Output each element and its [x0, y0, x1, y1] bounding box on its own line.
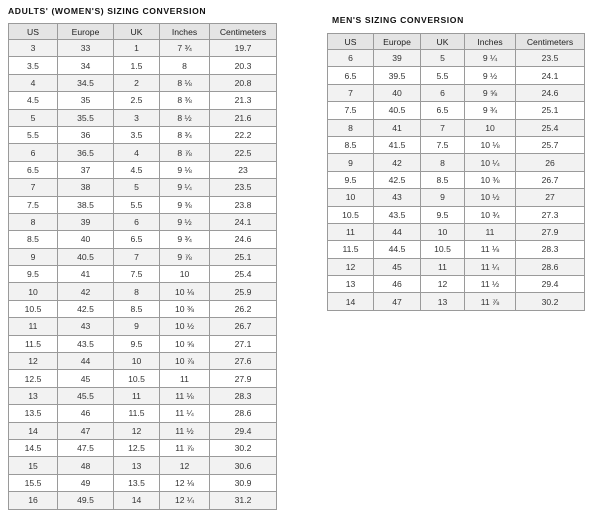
table-cell: 23.8: [210, 196, 277, 213]
table-row: [9, 248, 277, 265]
table-row: [328, 206, 585, 223]
table-cell: 9: [114, 318, 160, 335]
table-row: [328, 136, 585, 153]
table-cell: 35.5: [58, 109, 114, 126]
table-cell: 11 ⅞: [160, 439, 210, 456]
table-cell: 47: [58, 422, 114, 439]
table-cell: 30.9: [210, 474, 277, 491]
table-cell: 11.5: [114, 405, 160, 422]
table-cell: 26.7: [210, 318, 277, 335]
table-cell: 11.5: [9, 335, 58, 352]
table-cell: 5.5: [9, 126, 58, 143]
table-cell: 39: [58, 213, 114, 230]
table-cell: 7.5: [421, 136, 465, 153]
table-cell: 8 ⅜: [160, 92, 210, 109]
table-cell: 8.5: [9, 231, 58, 248]
table-cell: 44.5: [374, 241, 421, 258]
table-cell: 41: [374, 119, 421, 136]
table-cell: 8: [421, 154, 465, 171]
table-cell: 15.5: [9, 474, 58, 491]
table-cell: 41.5: [374, 136, 421, 153]
table-row: [9, 318, 277, 335]
table-row: [9, 213, 277, 230]
table-cell: 40.5: [374, 102, 421, 119]
table-cell: 20.8: [210, 74, 277, 91]
table-cell: 12 ¼: [160, 492, 210, 509]
table-cell: 30.2: [516, 293, 585, 310]
table-cell: 19.7: [210, 40, 277, 57]
table-cell: 6: [328, 50, 374, 67]
table-cell: 9 ¾: [465, 102, 516, 119]
table-cell: 47: [374, 293, 421, 310]
table-cell: 27.9: [516, 223, 585, 240]
table-cell: 6.5: [114, 231, 160, 248]
table-cell: 14: [328, 293, 374, 310]
table-row: [9, 457, 277, 474]
table-cell: 13: [114, 457, 160, 474]
table-cell: 15: [9, 457, 58, 474]
table-row: [9, 161, 277, 178]
table-cell: 12: [328, 258, 374, 275]
table-cell: 13.5: [9, 405, 58, 422]
table-cell: 43: [58, 318, 114, 335]
table-cell: 27.9: [210, 370, 277, 387]
table-cell: 6: [421, 84, 465, 101]
table-cell: 9.5: [114, 335, 160, 352]
table-cell: 39: [374, 50, 421, 67]
table-cell: 44: [58, 353, 114, 370]
table-row: [328, 102, 585, 119]
table-row: [9, 439, 277, 456]
table-cell: 9: [421, 189, 465, 206]
table-row: [9, 144, 277, 161]
table-row: [328, 276, 585, 293]
table-cell: 6.5: [328, 67, 374, 84]
table-cell: 1.5: [114, 57, 160, 74]
table-cell: 6.5: [9, 161, 58, 178]
table-cell: 33: [58, 40, 114, 57]
mens-sizing-title: MEN'S SIZING CONVERSION: [332, 15, 464, 25]
table-cell: 4.5: [9, 92, 58, 109]
table-cell: 10 ⅞: [160, 353, 210, 370]
table-cell: 16: [9, 492, 58, 509]
table-cell: 10 ⅛: [465, 136, 516, 153]
table-cell: 10 ⅝: [160, 335, 210, 352]
table-cell: 9 ⅜: [160, 196, 210, 213]
table-cell: 25.1: [210, 248, 277, 265]
table-cell: 11: [421, 258, 465, 275]
table-cell: 7 ¾: [160, 40, 210, 57]
womens-sizing-title: ADULTS' (WOMEN'S) SIZING CONVERSION: [8, 6, 207, 16]
table-cell: 10.5: [114, 370, 160, 387]
column-header: UK: [114, 24, 160, 40]
table-cell: 12.5: [114, 439, 160, 456]
table-cell: 9.5: [421, 206, 465, 223]
table-cell: 14.5: [9, 439, 58, 456]
table-cell: 10.5: [421, 241, 465, 258]
table-row: [328, 241, 585, 258]
table-cell: 26: [516, 154, 585, 171]
table-cell: 8 ¾: [160, 126, 210, 143]
table-cell: 9 ¼: [465, 50, 516, 67]
table-row: [9, 231, 277, 248]
table-row: [328, 119, 585, 136]
table-cell: 43.5: [374, 206, 421, 223]
table-cell: 45: [374, 258, 421, 275]
table-cell: 22.2: [210, 126, 277, 143]
table-cell: 25.4: [210, 266, 277, 283]
table-cell: 34.5: [58, 74, 114, 91]
table-cell: 10 ¼: [465, 154, 516, 171]
table-cell: 2.5: [114, 92, 160, 109]
column-header: UK: [421, 34, 465, 50]
table-cell: 28.6: [210, 405, 277, 422]
table-cell: 7.5: [9, 196, 58, 213]
table-cell: 11: [160, 370, 210, 387]
table-cell: 7: [328, 84, 374, 101]
table-cell: 37: [58, 161, 114, 178]
table-cell: 20.3: [210, 57, 277, 74]
table-cell: 11 ⅛: [160, 387, 210, 404]
table-cell: 4: [114, 144, 160, 161]
table-row: [9, 335, 277, 352]
table-cell: 45: [58, 370, 114, 387]
table-cell: 42.5: [58, 300, 114, 317]
table-cell: 5: [421, 50, 465, 67]
column-header: Inches: [465, 34, 516, 50]
table-row: [9, 74, 277, 91]
table-cell: 25.4: [516, 119, 585, 136]
table-cell: 10: [328, 189, 374, 206]
table-row: [9, 126, 277, 143]
table-cell: 7: [9, 179, 58, 196]
table-cell: 9 ½: [465, 67, 516, 84]
table-cell: 10: [465, 119, 516, 136]
table-cell: 29.4: [210, 422, 277, 439]
table-cell: 11 ⅞: [465, 293, 516, 310]
table-cell: 13: [328, 276, 374, 293]
table-cell: 8: [9, 213, 58, 230]
table-row: [9, 405, 277, 422]
table-cell: 38: [58, 179, 114, 196]
table-row: [328, 258, 585, 275]
table-cell: 11 ½: [465, 276, 516, 293]
table-row: [9, 387, 277, 404]
table-cell: 12: [9, 353, 58, 370]
column-header: Centimeters: [210, 24, 277, 40]
table-cell: 31.2: [210, 492, 277, 509]
table-cell: 7: [114, 248, 160, 265]
table-cell: 8 ⅞: [160, 144, 210, 161]
table-cell: 7: [421, 119, 465, 136]
table-cell: 30.6: [210, 457, 277, 474]
table-cell: 3.5: [9, 57, 58, 74]
table-cell: 10 ½: [465, 189, 516, 206]
table-cell: 49: [58, 474, 114, 491]
table-cell: 27.6: [210, 353, 277, 370]
column-header: US: [328, 34, 374, 50]
table-cell: 24.1: [516, 67, 585, 84]
table-cell: 9 ⅞: [160, 248, 210, 265]
womens-sizing-table: [8, 23, 277, 510]
table-cell: 12.5: [9, 370, 58, 387]
table-cell: 5.5: [114, 196, 160, 213]
table-cell: 27.1: [210, 335, 277, 352]
table-cell: 48: [58, 457, 114, 474]
column-header: Europe: [58, 24, 114, 40]
table-cell: 25.7: [516, 136, 585, 153]
table-cell: 45.5: [58, 387, 114, 404]
table-cell: 11: [328, 223, 374, 240]
table-cell: 12 ⅛: [160, 474, 210, 491]
table-cell: 7.5: [328, 102, 374, 119]
table-cell: 11 ⅛: [465, 241, 516, 258]
table-cell: 25.1: [516, 102, 585, 119]
table-cell: 46: [374, 276, 421, 293]
table-cell: 28.6: [516, 258, 585, 275]
table-cell: 42.5: [374, 171, 421, 188]
table-cell: 9 ⅛: [160, 161, 210, 178]
table-cell: 10: [114, 353, 160, 370]
table-row: [328, 50, 585, 67]
table-cell: 5: [114, 179, 160, 196]
table-cell: 10.5: [9, 300, 58, 317]
table-cell: 10 ½: [160, 318, 210, 335]
table-row: [9, 370, 277, 387]
table-cell: 41: [58, 266, 114, 283]
table-cell: 11: [114, 387, 160, 404]
table-cell: 9: [9, 248, 58, 265]
column-header: Centimeters: [516, 34, 585, 50]
table-cell: 21.3: [210, 92, 277, 109]
table-row: [9, 196, 277, 213]
table-cell: 34: [58, 57, 114, 74]
table-row: [9, 109, 277, 126]
table-cell: 47.5: [58, 439, 114, 456]
table-cell: 40.5: [58, 248, 114, 265]
table-cell: 7.5: [114, 266, 160, 283]
table-cell: 3.5: [114, 126, 160, 143]
table-cell: 3: [114, 109, 160, 126]
table-cell: 42: [374, 154, 421, 171]
table-cell: 9.5: [328, 171, 374, 188]
table-cell: 9: [328, 154, 374, 171]
table-cell: 11: [465, 223, 516, 240]
table-cell: 4.5: [114, 161, 160, 178]
table-cell: 11: [9, 318, 58, 335]
table-row: [9, 300, 277, 317]
table-cell: 10 ⅜: [465, 171, 516, 188]
table-cell: 39.5: [374, 67, 421, 84]
table-cell: 29.4: [516, 276, 585, 293]
table-cell: 35: [58, 92, 114, 109]
table-cell: 10 ⅜: [160, 300, 210, 317]
table-cell: 5: [9, 109, 58, 126]
table-cell: 25.9: [210, 283, 277, 300]
table-header-row: [9, 24, 277, 40]
table-cell: 8.5: [328, 136, 374, 153]
table-row: [328, 293, 585, 310]
table-cell: 8: [114, 283, 160, 300]
table-cell: 24.6: [210, 231, 277, 248]
table-row: [9, 92, 277, 109]
column-header: Europe: [374, 34, 421, 50]
table-header-row: [328, 34, 585, 50]
table-cell: 26.7: [516, 171, 585, 188]
table-cell: 43: [374, 189, 421, 206]
table-row: [9, 283, 277, 300]
table-cell: 10 ⅛: [160, 283, 210, 300]
table-cell: 22.5: [210, 144, 277, 161]
table-cell: 12: [160, 457, 210, 474]
table-cell: 8: [160, 57, 210, 74]
table-cell: 5.5: [421, 67, 465, 84]
table-cell: 6: [9, 144, 58, 161]
table-cell: 23.5: [210, 179, 277, 196]
table-row: [9, 492, 277, 509]
table-cell: 11.5: [328, 241, 374, 258]
table-row: [328, 154, 585, 171]
table-cell: 38.5: [58, 196, 114, 213]
table-cell: 8.5: [421, 171, 465, 188]
table-cell: 21.6: [210, 109, 277, 126]
table-cell: 28.3: [516, 241, 585, 258]
column-header: US: [9, 24, 58, 40]
table-cell: 13.5: [114, 474, 160, 491]
table-row: [9, 179, 277, 196]
table-cell: 14: [9, 422, 58, 439]
table-cell: 9 ½: [160, 213, 210, 230]
table-cell: 6: [114, 213, 160, 230]
table-cell: 24.6: [516, 84, 585, 101]
table-row: [328, 67, 585, 84]
table-cell: 13: [9, 387, 58, 404]
table-cell: 10: [421, 223, 465, 240]
table-cell: 12: [114, 422, 160, 439]
table-cell: 2: [114, 74, 160, 91]
table-cell: 11 ¼: [160, 405, 210, 422]
table-cell: 40: [58, 231, 114, 248]
table-row: [9, 422, 277, 439]
table-cell: 10.5: [328, 206, 374, 223]
table-cell: 40: [374, 84, 421, 101]
mens-sizing-table: [327, 33, 585, 311]
table-cell: 26.2: [210, 300, 277, 317]
table-cell: 27.3: [516, 206, 585, 223]
table-cell: 43.5: [58, 335, 114, 352]
table-cell: 23: [210, 161, 277, 178]
table-row: [328, 189, 585, 206]
table-cell: 8 ⅛: [160, 74, 210, 91]
table-cell: 12: [421, 276, 465, 293]
table-row: [9, 474, 277, 491]
table-cell: 36.5: [58, 144, 114, 161]
table-cell: 4: [9, 74, 58, 91]
table-cell: 9 ⅝: [465, 84, 516, 101]
table-cell: 44: [374, 223, 421, 240]
table-cell: 10 ¾: [465, 206, 516, 223]
table-cell: 3: [9, 40, 58, 57]
table-cell: 14: [114, 492, 160, 509]
table-cell: 28.3: [210, 387, 277, 404]
table-cell: 10: [9, 283, 58, 300]
table-cell: 8 ½: [160, 109, 210, 126]
table-cell: 27: [516, 189, 585, 206]
table-cell: 6.5: [421, 102, 465, 119]
table-row: [9, 266, 277, 283]
table-cell: 36: [58, 126, 114, 143]
table-row: [9, 40, 277, 57]
table-row: [328, 223, 585, 240]
table-row: [9, 353, 277, 370]
table-cell: 42: [58, 283, 114, 300]
table-cell: 11 ½: [160, 422, 210, 439]
table-cell: 13: [421, 293, 465, 310]
column-header: Inches: [160, 24, 210, 40]
table-cell: 9.5: [9, 266, 58, 283]
table-cell: 23.5: [516, 50, 585, 67]
table-cell: 8.5: [114, 300, 160, 317]
table-cell: 11 ¼: [465, 258, 516, 275]
table-cell: 46: [58, 405, 114, 422]
table-row: [328, 171, 585, 188]
table-cell: 9 ¼: [160, 179, 210, 196]
table-cell: 24.1: [210, 213, 277, 230]
table-cell: 30.2: [210, 439, 277, 456]
table-cell: 9 ¾: [160, 231, 210, 248]
table-cell: 49.5: [58, 492, 114, 509]
table-cell: 8: [328, 119, 374, 136]
table-row: [328, 84, 585, 101]
table-cell: 10: [160, 266, 210, 283]
table-row: [9, 57, 277, 74]
table-cell: 1: [114, 40, 160, 57]
